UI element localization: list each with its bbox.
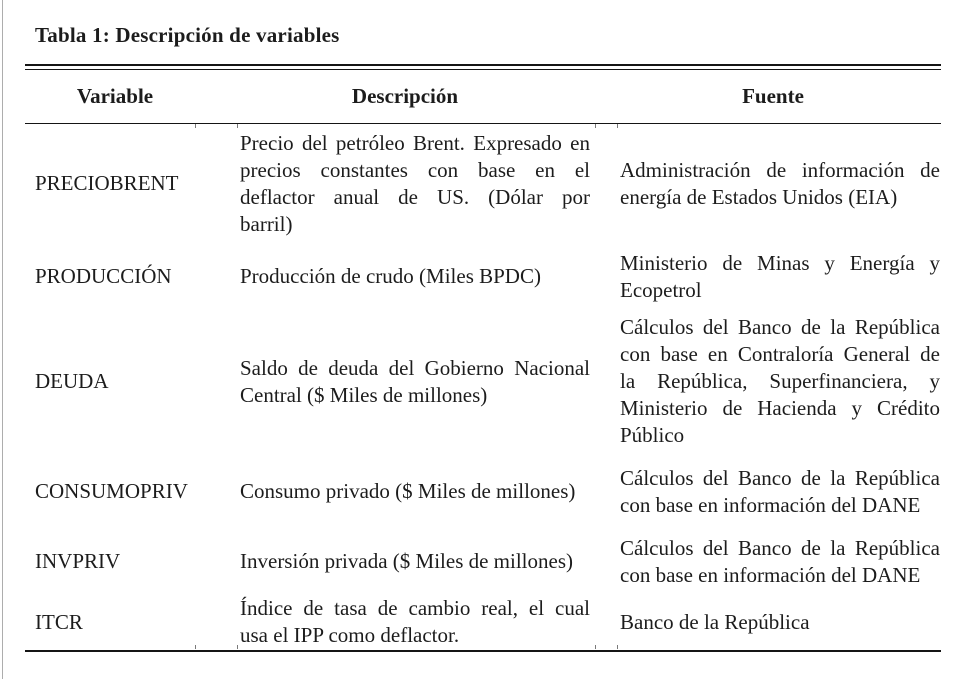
- page-left-edge-line: [2, 0, 3, 679]
- cell-source: Cálculos del Banco de la República con base en información del DANE: [620, 465, 940, 517]
- cell-variable: ITCR: [35, 609, 83, 634]
- cell-source: Cálculos del Banco de la República con base en información del DANE: [620, 535, 940, 587]
- column-header-description: Descripción: [351, 83, 459, 108]
- cell-description: Inversión privada ($ Miles de millones): [240, 549, 574, 573]
- header-row: [25, 70, 941, 123]
- table-body: [25, 123, 941, 651]
- cell-description: Precio del petróleo Brent. Expresado en precios constantes con base en el deflactor anual de US. (Dólar por barril): [240, 130, 590, 236]
- cell-description: Producción de crudo (Miles BPDC): [240, 264, 541, 288]
- column-tick-mark: [595, 124, 596, 128]
- cell-description: Índice de tasa de cambio real, el cual usa el IPP como deflactor.: [240, 596, 590, 647]
- cell-variable: INVPRIV: [35, 549, 121, 573]
- cell-description: Consumo privado ($ Miles de millones): [240, 479, 576, 503]
- column-tick-mark: [595, 645, 596, 649]
- column-tick-mark: [617, 124, 618, 128]
- column-tick-mark: [195, 645, 196, 649]
- cell-source: Cálculos del Banco de la República con base en Contraloría General de la República, Superfinanciera, y Ministerio de Hacienda y Crédito Público: [620, 315, 940, 447]
- table-row-produccion: [25, 244, 941, 309]
- table-row-deuda: [25, 309, 941, 454]
- cell-source: Banco de la República: [620, 609, 810, 634]
- table-row-invpriv: [25, 529, 941, 594]
- cell-variable: PRECIOBRENT: [35, 171, 179, 196]
- table-header: [25, 70, 941, 123]
- column-tick-mark: [195, 124, 196, 128]
- variables-table-container: [25, 64, 941, 652]
- cell-source: Ministerio de Minas y Energía y Ecopetrol: [620, 250, 940, 302]
- variables-table: [25, 70, 941, 652]
- column-header-variable: Variable: [76, 83, 154, 108]
- cell-source: Administración de información de energía de Estados Unidos (EIA): [620, 157, 940, 209]
- table-row-itcr: [25, 594, 941, 651]
- cell-description: Saldo de deuda del Gobierno Nacional Central ($ Miles de millones): [240, 355, 590, 407]
- cell-variable: DEUDA: [35, 369, 109, 393]
- cell-variable: CONSUMOPRIV: [35, 479, 188, 503]
- table-row-consumopriv: [25, 454, 941, 529]
- column-header-source: Fuente: [742, 83, 804, 108]
- column-tick-mark: [617, 645, 618, 649]
- column-tick-mark: [237, 124, 238, 128]
- cell-variable: PRODUCCIÓN: [35, 264, 172, 288]
- table-title: Tabla 1: Descripción de variables: [35, 23, 340, 47]
- column-tick-mark: [237, 645, 238, 649]
- table-row-preciobrent: [25, 123, 941, 244]
